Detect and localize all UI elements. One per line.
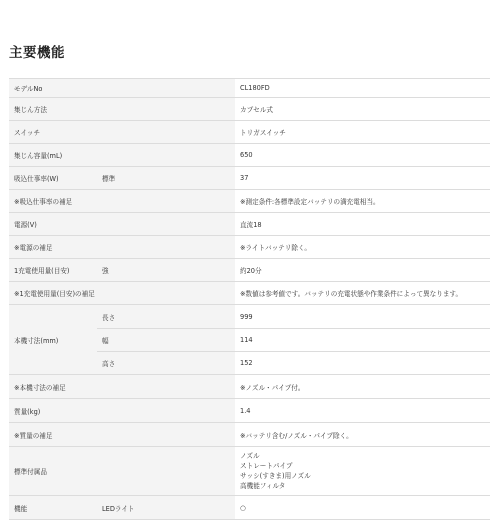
spec-note-value: ※ノズル・パイプ付。 (235, 375, 490, 399)
spec-row-runtime (9, 259, 490, 282)
spec-value: 約20分 (235, 259, 490, 282)
spec-label: 質量(kg) (9, 399, 235, 423)
spec-value: ○ (235, 496, 490, 520)
spec-value: 650 (235, 144, 490, 167)
list-item: ノズル (240, 452, 260, 460)
spec-sublabel: 長さ (97, 305, 235, 329)
spec-label: 集じん方法 (9, 98, 235, 121)
list-item: ストレートパイプ (240, 462, 293, 470)
spec-row-accessories (9, 447, 490, 496)
spec-label: スイッチ (9, 121, 235, 144)
spec-note-value: ※ライトバッテリ除く。 (235, 236, 490, 259)
spec-row-mass (9, 399, 490, 423)
spec-row-function (9, 496, 490, 520)
spec-note-value: ※数値は参考値です。バッテリの充電状態や作業条件によって異なります。 (235, 282, 490, 305)
spec-note-label: ※電源の補足 (9, 236, 235, 259)
spec-row-model (9, 79, 490, 98)
spec-row-power-note (9, 236, 490, 259)
spec-value: CL180FD (235, 79, 490, 98)
spec-label: 1充電使用量(目安) (9, 259, 97, 282)
spec-value: トリガスイッチ (235, 121, 490, 144)
spec-value: 999 (235, 305, 490, 329)
spec-label: 標準付属品 (9, 447, 235, 496)
spec-value: カプセル式 (235, 98, 490, 121)
spec-row-capacity (9, 144, 490, 167)
spec-sublabel: 幅 (97, 329, 235, 352)
spec-row-suction (9, 167, 490, 190)
spec-row-switch (9, 121, 490, 144)
spec-value: 37 (235, 167, 490, 190)
spec-label: 電源(V) (9, 213, 235, 236)
spec-row-runtime-note (9, 282, 490, 305)
spec-note-value: ※測定条件:各標準設定バッテリの満充電相当。 (235, 190, 490, 213)
spec-sublabel: LEDライト (97, 496, 235, 520)
spec-row-mass-note (9, 423, 490, 447)
spec-row-dims-note (9, 375, 490, 399)
accessories-list (235, 447, 490, 496)
page-title: 主要機能 (9, 45, 65, 61)
spec-note-label: ※質量の補足 (9, 423, 235, 447)
spec-label: 吸込仕事率(W) (9, 167, 97, 190)
spec-note-label: ※1充電使用量(目安)の補足 (9, 282, 235, 305)
spec-value: 114 (235, 329, 490, 352)
spec-label: 機能 (9, 496, 97, 520)
spec-value: 152 (235, 352, 490, 375)
spec-sublabel: 高さ (97, 352, 235, 375)
spec-row-dims-length (9, 305, 490, 329)
spec-table (9, 78, 490, 520)
spec-row-suction-note (9, 190, 490, 213)
list-item: 高機能フィルタ (240, 482, 286, 490)
spec-row-power (9, 213, 490, 236)
spec-value: 1.4 (235, 399, 490, 423)
spec-note-label: ※吸込仕事率の補足 (9, 190, 235, 213)
spec-label: 本機寸法(mm) (9, 305, 97, 375)
spec-row-method (9, 98, 490, 121)
spec-note-value: ※バッテリ含む/ノズル・パイプ除く。 (235, 423, 490, 447)
spec-sublabel: 標準 (97, 167, 235, 190)
spec-label: モデルNo (9, 79, 235, 98)
spec-note-label: ※本機寸法の補足 (9, 375, 235, 399)
spec-sublabel: 強 (97, 259, 235, 282)
spec-value: 直流18 (235, 213, 490, 236)
list-item: サッシ(すきま)用ノズル (240, 472, 311, 480)
spec-label: 集じん容量(mL) (9, 144, 235, 167)
